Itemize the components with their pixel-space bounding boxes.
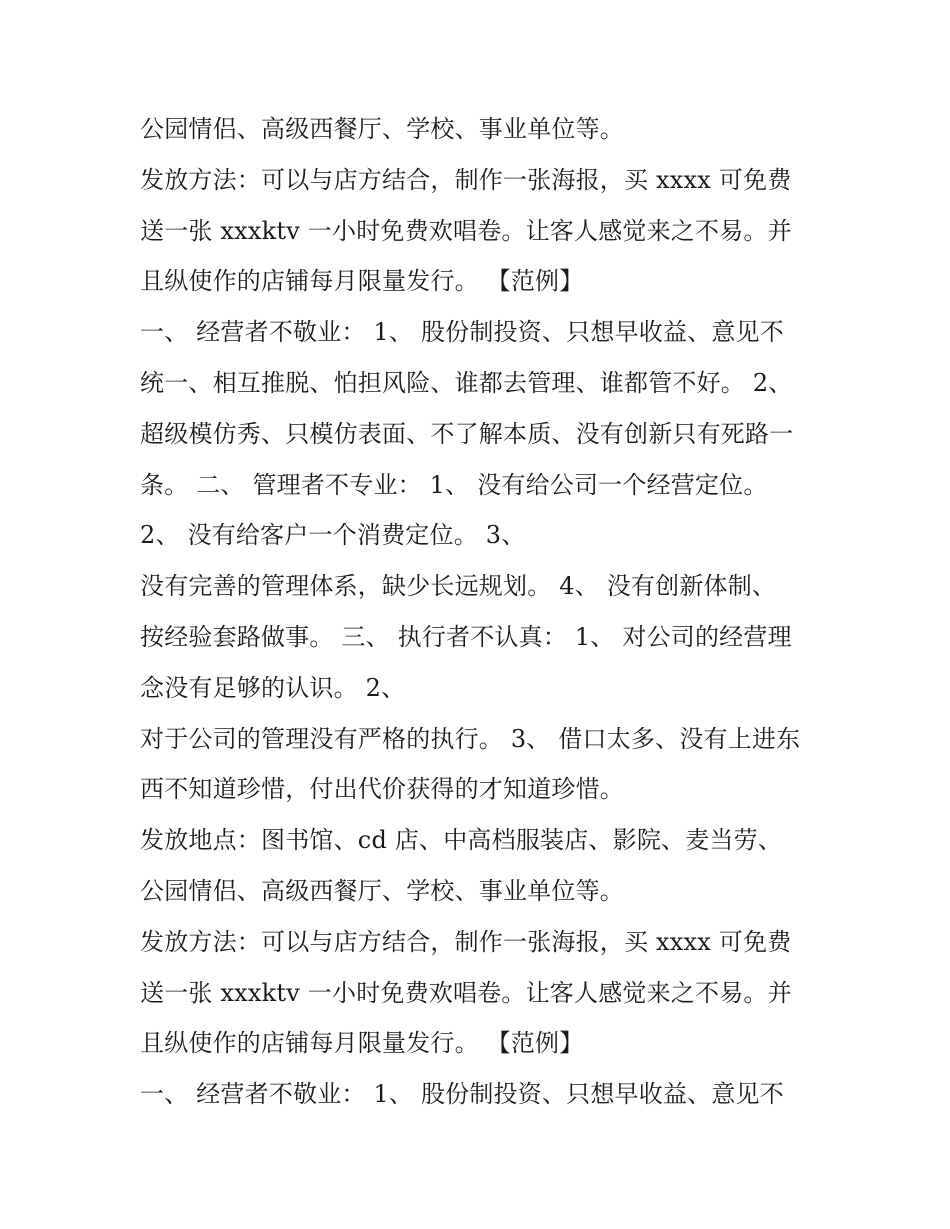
text-line: 2、 没有给客户一个消费定位。 3、 — [140, 521, 526, 550]
text-line: 且纵使作的店铺每月限量发行。 【范例】 — [140, 267, 584, 296]
document-body — [140, 104, 820, 1120]
text-line: 按经验套路做事。 三、 执行者不认真： 1、 对公司的经营理 — [140, 622, 792, 651]
text-line: 公园情侣、高级西餐厅、学校、事业单位等。 — [140, 876, 624, 905]
text-line: 念没有足够的认识。 2、 — [140, 673, 406, 702]
text-line: 且纵使作的店铺每月限量发行。 【范例】 — [140, 1029, 584, 1058]
text-line: 一、 经营者不敬业： 1、 股份制投资、只想早收益、意见不 — [140, 318, 784, 347]
text-line: 没有完善的管理体系，缺少长远规划。 4、 没有创新体制、 — [140, 572, 777, 601]
text-line: 发放方法：可以与店方结合，制作一张海报，买 xxxx 可免费 — [140, 927, 792, 956]
text-line: 发放地点：图书馆、cd 店、中高档服装店、影院、麦当劳、 — [140, 826, 783, 855]
text-line: 西不知道珍惜，付出代价获得的才知道珍惜。 — [140, 775, 624, 804]
text-line: 统一、相互推脱、怕担风险、谁都去管理、谁都管不好。 2、 — [140, 368, 793, 397]
text-line: 条。 二、 管理者不专业： 1、 没有给公司一个经营定位。 — [140, 470, 768, 499]
text-line: 发放方法：可以与店方结合，制作一张海报，买 xxxx 可免费 — [140, 165, 792, 194]
text-line: 一、 经营者不敬业： 1、 股份制投资、只想早收益、意见不 — [140, 1080, 784, 1109]
text-line: 送一张 xxxktv 一小时免费欢唱卷。让客人感觉来之不易。并 — [140, 978, 792, 1007]
text-line: 公园情侣、高级西餐厅、学校、事业单位等。 — [140, 115, 624, 143]
text-line: 送一张 xxxktv 一小时免费欢唱卷。让客人感觉来之不易。并 — [140, 216, 792, 245]
text-line: 超级模仿秀、只模仿表面、不了解本质、没有创新只有死路一 — [140, 419, 794, 448]
text-line: 对于公司的管理没有严格的执行。 3、 借口太多、没有上进东 — [140, 724, 801, 753]
